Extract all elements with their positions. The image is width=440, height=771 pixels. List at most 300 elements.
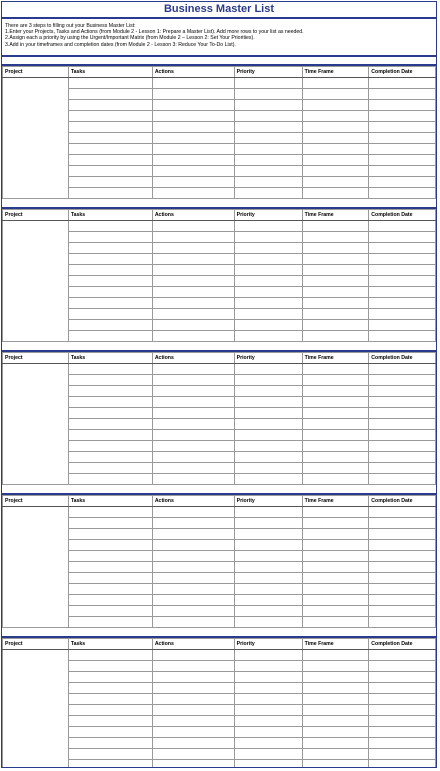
column-header: Tasks [68,210,152,221]
entry-cell[interactable] [369,650,436,661]
entry-cell[interactable] [152,705,234,716]
column-header: Completion Date [369,210,436,221]
entry-cell[interactable] [234,408,302,419]
entry-cell[interactable] [68,221,152,232]
entry-cell[interactable] [302,177,369,188]
section-gap [2,628,436,638]
entry-cell[interactable] [68,760,152,769]
entry-cell[interactable] [234,551,302,562]
entry-cell[interactable] [152,474,234,485]
entry-cell[interactable] [234,650,302,661]
entry-cell[interactable] [152,727,234,738]
entry-cell[interactable] [152,155,234,166]
entry-cell[interactable] [302,518,369,529]
entry-cell[interactable] [234,254,302,265]
entry-cell[interactable] [369,111,436,122]
entry-cell[interactable] [152,122,234,133]
entry-cell[interactable] [152,650,234,661]
entry-cell[interactable] [234,166,302,177]
entry-cell[interactable] [302,463,369,474]
entry-cell[interactable] [369,100,436,111]
entry-cell[interactable] [302,188,369,199]
entry-cell[interactable] [369,276,436,287]
entry-cell[interactable] [152,738,234,749]
entry-cell[interactable] [234,188,302,199]
entry-cell[interactable] [369,177,436,188]
entry-cell[interactable] [369,716,436,727]
column-header: Time Frame [302,210,369,221]
entry-cell[interactable] [234,78,302,89]
entry-cell[interactable] [369,386,436,397]
entry-cell[interactable] [302,122,369,133]
entry-cell[interactable] [68,606,152,617]
entry-cell[interactable] [369,122,436,133]
entry-cell[interactable] [68,716,152,727]
entry-cell[interactable] [68,529,152,540]
entry-cell[interactable] [302,133,369,144]
entry-cell[interactable] [152,188,234,199]
entry-cell[interactable] [302,221,369,232]
project-cell[interactable] [3,364,69,485]
entry-cell[interactable] [302,672,369,683]
entry-cell[interactable] [68,507,152,518]
entry-cell[interactable] [152,672,234,683]
entry-cell[interactable] [234,331,302,342]
entry-cell[interactable] [302,419,369,430]
entry-cell[interactable] [369,221,436,232]
entry-cell[interactable] [152,518,234,529]
entry-cell[interactable] [234,716,302,727]
entry-cell[interactable] [68,694,152,705]
entry-cell[interactable] [302,430,369,441]
entry-cell[interactable] [68,540,152,551]
entry-cell[interactable] [369,188,436,199]
entry-cell[interactable] [302,364,369,375]
entry-cell[interactable] [302,100,369,111]
entry-cell[interactable] [234,463,302,474]
entry-cell[interactable] [302,166,369,177]
entry-cell[interactable] [234,89,302,100]
entry-cell[interactable] [234,232,302,243]
entry-cell[interactable] [68,727,152,738]
entry-cell[interactable] [302,298,369,309]
entry-cell[interactable] [234,617,302,628]
entry-cell[interactable] [369,705,436,716]
entry-cell[interactable] [68,254,152,265]
table-row [3,573,436,584]
entry-cell[interactable] [302,507,369,518]
entry-cell[interactable] [152,716,234,727]
entry-cell[interactable] [369,661,436,672]
entry-cell[interactable] [369,375,436,386]
entry-cell[interactable] [68,705,152,716]
entry-cell[interactable] [68,287,152,298]
entry-cell[interactable] [152,298,234,309]
entry-cell[interactable] [152,606,234,617]
entry-cell[interactable] [152,221,234,232]
entry-cell[interactable] [68,617,152,628]
entry-cell[interactable] [152,320,234,331]
entry-cell[interactable] [302,331,369,342]
entry-cell[interactable] [152,265,234,276]
project-cell[interactable] [3,507,69,628]
entry-cell[interactable] [68,441,152,452]
entry-cell[interactable] [152,683,234,694]
entry-cell[interactable] [234,287,302,298]
entry-cell[interactable] [302,749,369,760]
entry-cell[interactable] [302,375,369,386]
entry-cell[interactable] [234,595,302,606]
entry-cell[interactable] [68,276,152,287]
entry-cell[interactable] [68,375,152,386]
entry-cell[interactable] [302,111,369,122]
entry-cell[interactable] [152,562,234,573]
entry-cell[interactable] [234,122,302,133]
entry-cell[interactable] [234,144,302,155]
entry-cell[interactable] [369,474,436,485]
entry-cell[interactable] [369,727,436,738]
entry-cell[interactable] [152,309,234,320]
entry-cell[interactable] [68,243,152,254]
project-cell[interactable] [3,650,69,769]
entry-cell[interactable] [234,133,302,144]
entry-cell[interactable] [68,408,152,419]
entry-cell[interactable] [369,320,436,331]
entry-cell[interactable] [152,397,234,408]
entry-cell[interactable] [369,309,436,320]
project-cell[interactable] [3,78,69,199]
entry-cell[interactable] [234,221,302,232]
entry-cell[interactable] [68,430,152,441]
entry-cell[interactable] [68,177,152,188]
entry-cell[interactable] [302,254,369,265]
entry-cell[interactable] [369,749,436,760]
entry-cell[interactable] [234,276,302,287]
entry-cell[interactable] [152,100,234,111]
entry-cell[interactable] [369,89,436,100]
entry-cell[interactable] [68,122,152,133]
entry-cell[interactable] [302,529,369,540]
entry-cell[interactable] [302,573,369,584]
entry-cell[interactable] [152,243,234,254]
entry-cell[interactable] [152,408,234,419]
entry-cell[interactable] [369,430,436,441]
entry-cell[interactable] [369,606,436,617]
entry-cell[interactable] [234,760,302,769]
entry-cell[interactable] [152,232,234,243]
entry-cell[interactable] [234,386,302,397]
entry-cell[interactable] [369,584,436,595]
entry-cell[interactable] [234,562,302,573]
entry-cell[interactable] [369,507,436,518]
entry-cell[interactable] [152,430,234,441]
entry-cell[interactable] [68,89,152,100]
entry-cell[interactable] [302,650,369,661]
entry-cell[interactable] [302,276,369,287]
master-list-table [2,209,436,342]
entry-cell[interactable] [152,419,234,430]
entry-cell[interactable] [369,518,436,529]
entry-cell[interactable] [369,331,436,342]
entry-cell[interactable] [234,606,302,617]
entry-cell[interactable] [302,661,369,672]
entry-cell[interactable] [234,518,302,529]
entry-cell[interactable] [369,738,436,749]
entry-cell[interactable] [68,166,152,177]
entry-cell[interactable] [68,672,152,683]
entry-cell[interactable] [152,177,234,188]
entry-cell[interactable] [234,749,302,760]
entry-cell[interactable] [68,551,152,562]
entry-cell[interactable] [234,419,302,430]
entry-cell[interactable] [369,573,436,584]
entry-cell[interactable] [234,661,302,672]
entry-cell[interactable] [68,463,152,474]
column-header: Actions [152,353,234,364]
entry-cell[interactable] [68,683,152,694]
entry-cell[interactable] [152,507,234,518]
entry-cell[interactable] [152,584,234,595]
entry-cell[interactable] [68,419,152,430]
entry-cell[interactable] [152,386,234,397]
entry-cell[interactable] [369,232,436,243]
entry-cell[interactable] [302,705,369,716]
entry-cell[interactable] [152,375,234,386]
entry-cell[interactable] [369,287,436,298]
entry-cell[interactable] [234,683,302,694]
entry-cell[interactable] [302,89,369,100]
entry-cell[interactable] [302,551,369,562]
entry-cell[interactable] [152,166,234,177]
entry-cell[interactable] [302,320,369,331]
entry-cell[interactable] [234,727,302,738]
entry-cell[interactable] [68,386,152,397]
entry-cell[interactable] [152,287,234,298]
entry-cell[interactable] [68,144,152,155]
entry-cell[interactable] [302,232,369,243]
entry-cell[interactable] [234,573,302,584]
entry-cell[interactable] [234,364,302,375]
entry-cell[interactable] [152,617,234,628]
entry-cell[interactable] [68,133,152,144]
entry-cell[interactable] [68,650,152,661]
entry-cell[interactable] [68,155,152,166]
entry-cell[interactable] [369,551,436,562]
entry-cell[interactable] [302,452,369,463]
entry-cell[interactable] [68,749,152,760]
table-row [3,364,436,375]
entry-cell[interactable] [68,452,152,463]
entry-cell[interactable] [234,177,302,188]
entry-cell[interactable] [234,540,302,551]
entry-cell[interactable] [152,573,234,584]
entry-cell[interactable] [68,364,152,375]
entry-cell[interactable] [369,595,436,606]
entry-cell[interactable] [152,463,234,474]
entry-cell[interactable] [234,507,302,518]
entry-cell[interactable] [369,760,436,769]
entry-cell[interactable] [152,276,234,287]
entry-cell[interactable] [302,144,369,155]
entry-cell[interactable] [234,474,302,485]
entry-cell[interactable] [152,133,234,144]
entry-cell[interactable] [234,584,302,595]
entry-cell[interactable] [152,78,234,89]
entry-cell[interactable] [234,243,302,254]
entry-cell[interactable] [234,694,302,705]
entry-cell[interactable] [152,331,234,342]
entry-cell[interactable] [369,408,436,419]
entry-cell[interactable] [369,243,436,254]
entry-cell[interactable] [369,397,436,408]
entry-cell[interactable] [68,298,152,309]
entry-cell[interactable] [369,155,436,166]
entry-cell[interactable] [369,144,436,155]
entry-cell[interactable] [152,529,234,540]
entry-cell[interactable] [152,694,234,705]
entry-cell[interactable] [68,320,152,331]
entry-cell[interactable] [302,386,369,397]
column-header: Actions [152,67,234,78]
entry-cell[interactable] [68,100,152,111]
entry-cell[interactable] [302,716,369,727]
entry-cell[interactable] [369,419,436,430]
entry-cell[interactable] [234,705,302,716]
entry-cell[interactable] [302,562,369,573]
entry-cell[interactable] [152,364,234,375]
entry-cell[interactable] [302,617,369,628]
entry-cell[interactable] [152,551,234,562]
entry-cell[interactable] [369,441,436,452]
entry-cell[interactable] [234,375,302,386]
entry-cell[interactable] [369,540,436,551]
entry-cell[interactable] [302,474,369,485]
entry-cell[interactable] [302,683,369,694]
entry-cell[interactable] [302,287,369,298]
entry-cell[interactable] [369,672,436,683]
entry-cell[interactable] [234,309,302,320]
entry-cell[interactable] [152,540,234,551]
entry-cell[interactable] [369,617,436,628]
entry-cell[interactable] [68,309,152,320]
entry-cell[interactable] [302,441,369,452]
entry-cell[interactable] [302,309,369,320]
entry-cell[interactable] [302,408,369,419]
entry-cell[interactable] [68,595,152,606]
entry-cell[interactable] [68,111,152,122]
entry-cell[interactable] [234,155,302,166]
entry-cell[interactable] [369,133,436,144]
entry-cell[interactable] [234,529,302,540]
table-row [3,507,436,518]
column-header: Completion Date [369,67,436,78]
entry-cell[interactable] [302,738,369,749]
entry-cell[interactable] [369,463,436,474]
entry-cell[interactable] [68,188,152,199]
entry-cell[interactable] [369,452,436,463]
entry-cell[interactable] [369,265,436,276]
entry-cell[interactable] [152,749,234,760]
page-title: Business Master List [2,2,436,19]
entry-cell[interactable] [369,254,436,265]
entry-cell[interactable] [152,661,234,672]
entry-cell[interactable] [369,694,436,705]
column-header: Tasks [68,496,152,507]
entry-cell[interactable] [369,529,436,540]
entry-cell[interactable] [68,661,152,672]
entry-cell[interactable] [302,78,369,89]
entry-cell[interactable] [234,441,302,452]
entry-cell[interactable] [302,265,369,276]
entry-cell[interactable] [234,397,302,408]
entry-cell[interactable] [68,584,152,595]
entry-cell[interactable] [152,595,234,606]
entry-cell[interactable] [234,738,302,749]
entry-cell[interactable] [152,111,234,122]
entry-cell[interactable] [68,738,152,749]
entry-cell[interactable] [369,78,436,89]
entry-cell[interactable] [68,562,152,573]
column-header: Tasks [68,67,152,78]
table-row [3,331,436,342]
entry-cell[interactable] [302,155,369,166]
entry-cell[interactable] [369,562,436,573]
entry-cell[interactable] [302,397,369,408]
entry-cell[interactable] [152,254,234,265]
entry-cell[interactable] [302,243,369,254]
table-row [3,452,436,463]
entry-cell[interactable] [68,265,152,276]
entry-cell[interactable] [234,265,302,276]
entry-cell[interactable] [234,100,302,111]
entry-cell[interactable] [369,364,436,375]
entry-cell[interactable] [234,672,302,683]
entry-cell[interactable] [68,78,152,89]
column-header: Time Frame [302,496,369,507]
entry-cell[interactable] [302,584,369,595]
entry-cell[interactable] [234,452,302,463]
entry-cell[interactable] [369,166,436,177]
entry-cell[interactable] [369,683,436,694]
entry-cell[interactable] [68,573,152,584]
entry-cell[interactable] [152,760,234,769]
entry-cell[interactable] [152,452,234,463]
entry-cell[interactable] [152,89,234,100]
entry-cell[interactable] [302,540,369,551]
entry-cell[interactable] [234,111,302,122]
column-header: Actions [152,639,234,650]
table-row [3,375,436,386]
entry-cell[interactable] [302,694,369,705]
entry-cell[interactable] [302,760,369,769]
project-cell[interactable] [3,221,69,342]
entry-cell[interactable] [302,727,369,738]
entry-cell[interactable] [369,298,436,309]
entry-cell[interactable] [152,441,234,452]
entry-cell[interactable] [234,320,302,331]
entry-cell[interactable] [68,331,152,342]
entry-cell[interactable] [68,518,152,529]
entry-cell[interactable] [302,595,369,606]
entry-cell[interactable] [234,430,302,441]
entry-cell[interactable] [234,298,302,309]
entry-cell[interactable] [68,397,152,408]
entry-cell[interactable] [68,232,152,243]
entry-cell[interactable] [152,144,234,155]
entry-cell[interactable] [68,474,152,485]
entry-cell[interactable] [302,606,369,617]
column-header: Priority [234,353,302,364]
